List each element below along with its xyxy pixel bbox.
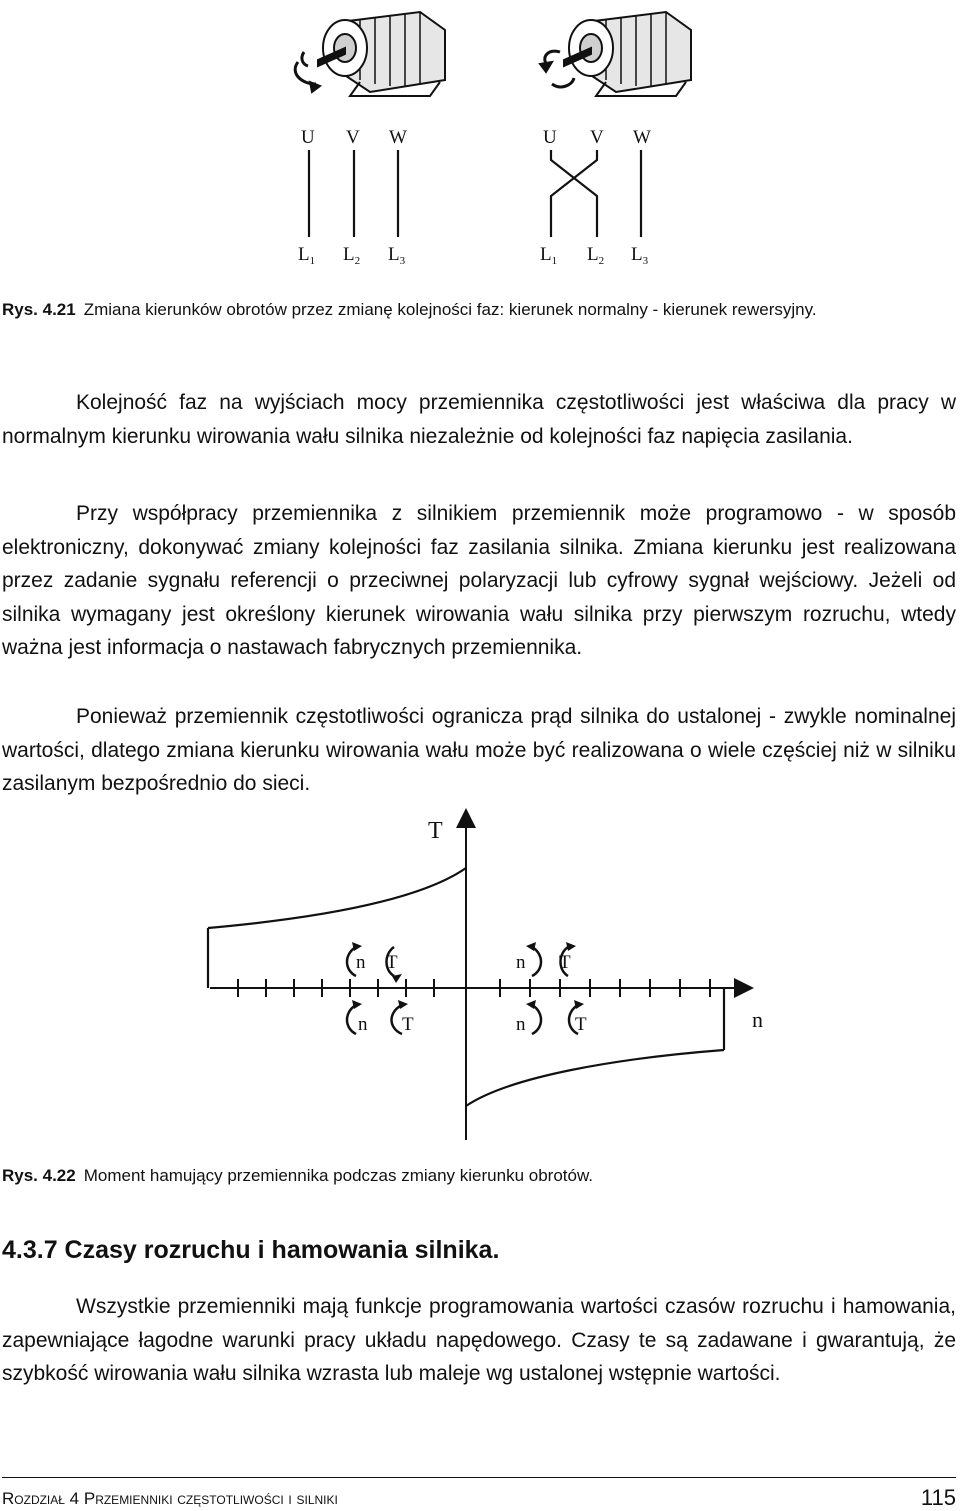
line-l2-left: $L_2$ [343,244,361,267]
terminal-v-right: V [590,127,604,148]
line-l1-left: $L_1$ [298,244,316,267]
svg-text:n: n [358,1014,368,1035]
quadrant-lower-left [347,1000,414,1035]
terminal-u-left: U [301,127,315,148]
motor-icon-left [295,12,445,96]
caption-text: Moment hamujący przemiennika podczas zmiany kierunku obrotów. [83,1166,594,1185]
figure-caption-4-21 [2,296,956,323]
svg-text:n: n [516,952,526,973]
page-footer [2,1477,956,1510]
y-axis-label: T [428,818,443,844]
torque-speed-diagram [0,800,960,1145]
wires-right-crossed [551,150,641,237]
svg-text:n: n [516,1014,526,1035]
line-l3-right: $L_3$ [631,244,649,267]
line-l3-left: $L_3$ [388,244,406,267]
section-paragraph: Wszystkie przemienniki mają funkcje programowania wartości czasów rozruchu i hamowania, zapewniające łagodne warunki pracy układu napędowego. Czasy te są zadawane i gwarantują, że szybkość wirowania wału silnika wzrasta lub maleje wg ustalonej wstępnie wartości. [2,1295,956,1385]
section-heading: 4.3.7 Czasy rozruchu i hamowania silnika. [2,1236,500,1264]
torque-curve-lower [466,1050,724,1106]
figure-label: Rys. 4.22 [2,1166,76,1185]
svg-text:n: n [356,952,366,973]
svg-text:T: T [575,1014,587,1035]
line-l1-right: $L_1$ [540,244,558,267]
page-number: 115 [920,1485,956,1510]
footer-chapter-title: Rozdział 4 Przemienniki częstotliwości i silniki [2,1489,338,1508]
quadrant-upper-right [516,942,576,976]
terminal-u-right: U [543,127,557,148]
torque-curve-upper [208,868,466,928]
svg-text:T: T [386,952,398,973]
terminal-w-right: W [633,127,651,148]
paragraph-1: Kolejność faz na wyjściach mocy przemiennika częstotliwości jest właściwa dla pracy w normalnym kierunku wirowania wału silnika niezależnie od kolejności faz napięcia zasilania. [2,391,956,448]
figure-caption-4-22 [2,1162,956,1189]
figure-label: Rys. 4.21 [2,300,76,319]
paragraph-2: Przy współpracy przemiennika z silnikiem przemiennik może programowo - w sposób elektroniczny, dokonywać zmiany kolejności faz zasilania silnika. Zmiana kierunku jest realizowana przez zadanie sygnału referencji o przeciwnej polaryzacji lub cyfrowy sygnał wejściowy. Jeżeli od silnika wymagany jest określony kierunek wirowania wału silnika przy pierwszym rozruchu, wtedy ważna jest informacja o nastawach fabrycznych przemiennika. [2,502,956,659]
quadrant-upper-left [347,942,402,983]
phase-sequence-figure [0,0,960,280]
caption-text: Zmiana kierunków obrotów przez zmianę kolejności faz: kierunek normalny - kierunek rewersyjny. [83,300,817,319]
terminal-v-left: V [346,127,360,148]
wires-left [309,150,398,237]
motor-icon-right [540,12,691,96]
line-l2-right: $L_2$ [587,244,605,267]
x-axis-label: n [752,1007,763,1032]
terminal-w-left: W [389,127,407,148]
quadrant-lower-right [516,1000,587,1035]
svg-text:T: T [559,952,571,973]
svg-text:T: T [402,1014,414,1035]
paragraph-3: Ponieważ przemiennik częstotliwości ogranicza prąd silnika do ustalonej - zwykle nominalnej wartości, dlatego zmiana kierunku wirowania wału może być realizowana o wiele częściej niż w silniku zasilanym bezpośrednio do sieci. [2,705,956,795]
